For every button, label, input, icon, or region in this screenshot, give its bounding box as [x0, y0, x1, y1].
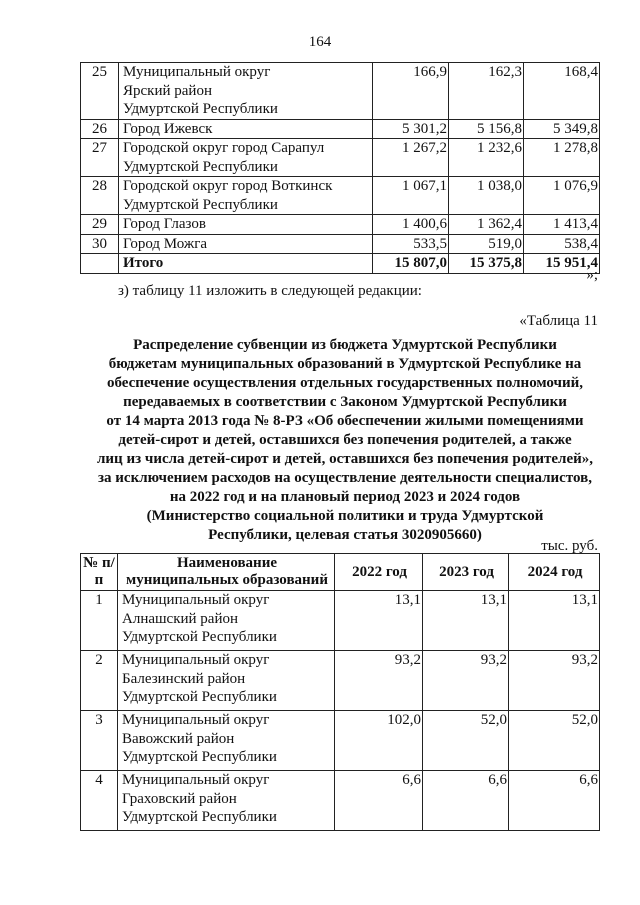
table-row: [81, 215, 600, 235]
value-cell: 102,0: [335, 711, 423, 771]
name-line: Город Можга: [123, 235, 208, 252]
table-row: [81, 234, 600, 254]
row-number: 30: [81, 234, 119, 254]
value-cell: 533,5: [373, 234, 449, 254]
value-cell: 1 038,0: [449, 177, 524, 215]
header-2023: 2023 год: [423, 554, 509, 591]
name-line: Удмуртской Республики: [123, 158, 278, 175]
table-row: [81, 591, 600, 651]
name-line: Городской округ город Сарапул: [123, 140, 325, 156]
value-cell: 6,6: [423, 771, 509, 831]
municipality-name: [118, 711, 335, 771]
table-row: [81, 177, 600, 215]
units-label: тыс. руб.: [541, 538, 598, 554]
name-line: Алнашский район: [122, 610, 239, 627]
table-row: [81, 119, 600, 139]
header-2024: 2024 год: [509, 554, 600, 591]
page-number: 164: [308, 34, 332, 50]
municipality-name: [119, 63, 373, 120]
value-cell: 13,1: [335, 591, 423, 651]
name-line: Балезинский район: [122, 670, 246, 687]
name-line: Итого: [123, 255, 164, 271]
municipality-name: [119, 139, 373, 177]
name-line: Муниципальный округ: [123, 64, 271, 80]
value-cell: 1 076,9: [524, 177, 600, 215]
table-row: [81, 711, 600, 771]
municipality-name: [118, 651, 335, 711]
table-label: «Таблица 11: [519, 313, 598, 329]
row-number: 25: [81, 63, 119, 120]
header-name: Наименование муниципальных образований: [118, 554, 335, 591]
row-number: 1: [81, 591, 118, 651]
name-line: Муниципальный округ: [122, 592, 270, 608]
municipality-name: [118, 771, 335, 831]
value-cell: 1 362,4: [449, 215, 524, 235]
row-number: 3: [81, 711, 118, 771]
value-cell: 15 951,4: [524, 254, 600, 274]
name-line: Удмуртской Республики: [123, 196, 278, 213]
title-line: передаваемых в соответствии с Законом Удмуртской Республики: [123, 394, 567, 410]
table-row: [81, 771, 600, 831]
value-cell: 1 267,2: [373, 139, 449, 177]
value-cell: 52,0: [423, 711, 509, 771]
municipality-name: [119, 177, 373, 215]
value-cell: 166,9: [373, 63, 449, 120]
table-row: [81, 139, 600, 177]
municipality-name: [119, 254, 373, 274]
name-line: Удмуртской Республики: [122, 809, 277, 825]
name-line: Граховский район: [122, 790, 237, 807]
title-line: (Министерство социальной политики и труда Удмуртской: [146, 508, 544, 524]
name-line: Город Ижевск: [123, 120, 213, 137]
subvention-table: [80, 553, 600, 831]
name-line: Ярский район: [123, 82, 212, 99]
row-number: 27: [81, 139, 119, 177]
row-number: [81, 254, 119, 274]
title-line: от 14 марта 2013 года № 8-РЗ «Об обеспечении жилыми помещениями: [106, 413, 584, 429]
name-line: Городской округ город Воткинск: [123, 178, 333, 194]
value-cell: 519,0: [449, 234, 524, 254]
row-number: 2: [81, 651, 118, 711]
value-cell: 13,1: [423, 591, 509, 651]
title-line: лиц из числа детей-сирот и детей, оставшихся без попечения родителей»,: [97, 451, 593, 467]
closing-quote: »;: [586, 267, 598, 283]
header-num: № п/п: [81, 554, 118, 591]
value-cell: 93,2: [509, 651, 600, 711]
value-cell: 5 301,2: [373, 119, 449, 139]
value-cell: 1 413,4: [524, 215, 600, 235]
value-cell: 15 375,8: [449, 254, 524, 274]
value-cell: 162,3: [449, 63, 524, 120]
value-cell: 1 400,6: [373, 215, 449, 235]
value-cell: 6,6: [335, 771, 423, 831]
table-title: [85, 336, 605, 545]
name-line: Удмуртской Республики: [122, 629, 277, 645]
table-row: [81, 254, 600, 274]
title-line: на 2022 год и на плановый период 2023 и 2024 годов: [169, 489, 521, 505]
value-cell: 5 349,8: [524, 119, 600, 139]
value-cell: 6,6: [509, 771, 600, 831]
title-line: обеспечение осуществления отдельных государственных полномочий,: [106, 375, 584, 391]
value-cell: 538,4: [524, 234, 600, 254]
row-number: 29: [81, 215, 119, 235]
name-line: Удмуртской Республики: [122, 689, 277, 705]
row-number: 4: [81, 771, 118, 831]
value-cell: 5 156,8: [449, 119, 524, 139]
name-line: Муниципальный округ: [122, 712, 270, 728]
row-number: 28: [81, 177, 119, 215]
value-cell: 1 278,8: [524, 139, 600, 177]
value-cell: 168,4: [524, 63, 600, 120]
table-row: [81, 651, 600, 711]
title-line: за исключением расходов на осуществление деятельности специалистов,: [97, 470, 592, 486]
title-line: бюджетам муниципальных образований в Удмуртской Республике на: [108, 356, 582, 372]
value-cell: 13,1: [509, 591, 600, 651]
value-cell: 1 067,1: [373, 177, 449, 215]
value-cell: 1 232,6: [449, 139, 524, 177]
municipality-name: [119, 234, 373, 254]
name-line: Муниципальный округ: [122, 652, 270, 668]
value-cell: 52,0: [509, 711, 600, 771]
instruction-text: з) таблицу 11 изложить в следующей редакции:: [118, 283, 422, 299]
name-line: Муниципальный округ: [122, 772, 270, 788]
table-row: [81, 63, 600, 120]
table-continuation: [80, 62, 600, 274]
value-cell: 93,2: [335, 651, 423, 711]
value-cell: 93,2: [423, 651, 509, 711]
municipality-name: [118, 591, 335, 651]
title-line: детей-сирот и детей, оставшихся без попечения родителей, а также: [118, 432, 572, 448]
value-cell: 15 807,0: [373, 254, 449, 274]
name-line: Удмуртской Республики: [123, 101, 278, 117]
name-line: Вавожский район: [122, 730, 235, 747]
name-line: Удмуртской Республики: [122, 749, 277, 765]
row-number: 26: [81, 119, 119, 139]
municipality-name: [119, 119, 373, 139]
header-2022: 2022 год: [335, 554, 423, 591]
title-line: Республики, целевая статья 3020905660): [208, 527, 482, 543]
title-line: Распределение субвенции из бюджета Удмуртской Республики: [133, 337, 557, 353]
name-line: Город Глазов: [123, 216, 206, 232]
municipality-name: [119, 215, 373, 235]
